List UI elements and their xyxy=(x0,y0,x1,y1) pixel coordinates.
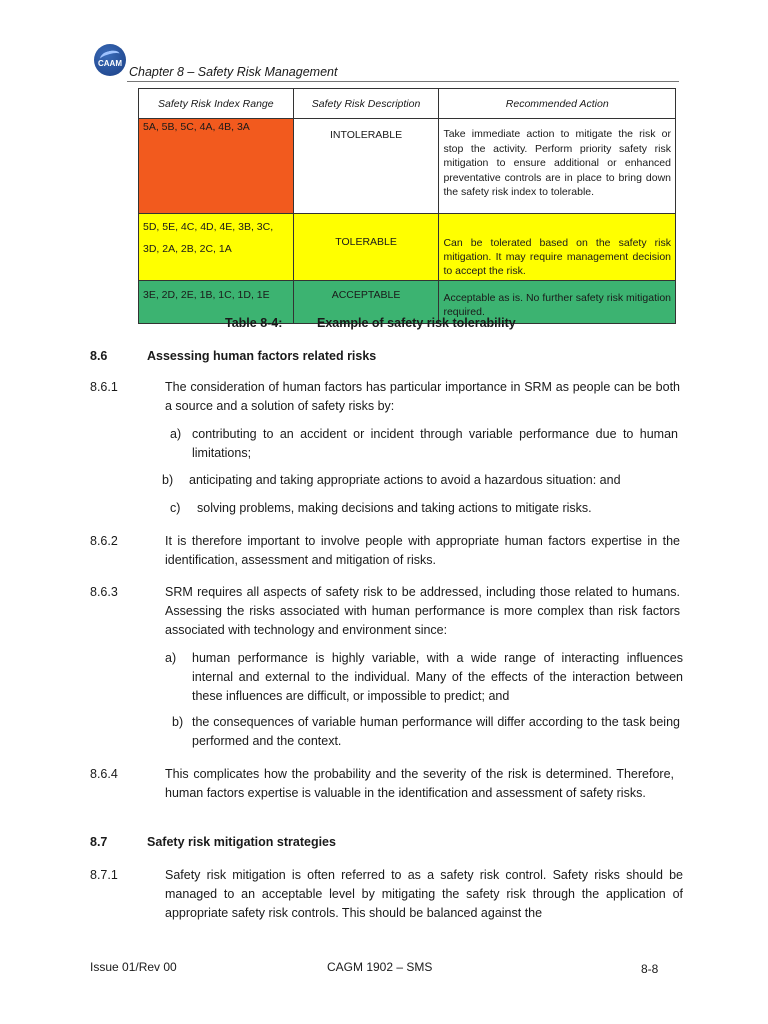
column-header: Safety Risk Description xyxy=(293,89,439,119)
paragraph-number: 8.7.1 xyxy=(90,868,118,882)
column-header: Recommended Action xyxy=(439,89,676,119)
list-item: anticipating and taking appropriate actions to avoid a hazardous situation: and xyxy=(189,473,621,487)
list-label: a) xyxy=(170,427,182,441)
list-item xyxy=(192,713,680,751)
list-label: c) xyxy=(170,501,181,515)
section-number: 8.7 xyxy=(90,835,108,849)
footer-issue: Issue 01/Rev 00 xyxy=(90,960,177,974)
footer-document: CAGM 1902 – SMS xyxy=(327,960,433,974)
risk-range-cell: 5A, 5B, 5C, 4A, 4B, 3A xyxy=(139,119,294,214)
section-title: Safety risk mitigation strategies xyxy=(147,835,336,849)
paragraph: The consideration of human factors has particular importance in SRM as people can be both a source and a solution of safety risks by: xyxy=(165,380,680,413)
paragraph-number: 8.6.3 xyxy=(90,585,118,599)
list-item: human performance is highly variable, with a wide range of interacting influences internal and external to the individual. Many of the effects of the interaction between these influences are difficult, or impossible to predict; and xyxy=(192,651,683,703)
list-item-text: the consequences of variable human performance will differ according to the task being performed and the context. xyxy=(192,715,680,748)
section-number: 8.6 xyxy=(90,349,108,363)
paragraph: Safety risk mitigation is often referred to as a safety risk control. Safety risks should be managed to an acceptable level by mitigating the safety risk through the application of appropriate safety risk controls. This should be balanced against the xyxy=(165,868,683,920)
header-divider xyxy=(127,81,679,82)
risk-action: Take immediate action to mitigate the risk or stop the activity. Perform priority safety risk mitigation to ensure additional or enhanced preventative controls are in place to bring down the safety risk index to tolerable. xyxy=(443,128,671,198)
table-header-row xyxy=(139,89,676,119)
risk-description-cell xyxy=(293,214,439,281)
risk-description: INTOLERABLE xyxy=(329,129,403,141)
list-label: a) xyxy=(165,651,177,665)
risk-description: ACCEPTABLE xyxy=(331,289,401,301)
risk-tolerability-table xyxy=(138,88,676,324)
logo-text: CAAM xyxy=(98,59,122,68)
column-header: Safety Risk Index Range xyxy=(139,89,294,119)
risk-range: 3E, 2D, 2E, 1B, 1C, 1D, 1E xyxy=(143,289,270,301)
risk-range-cell: 5D, 5E, 4C, 4D, 4E, 3B, 3C, 3D, 2A, 2B, 2C, 1A xyxy=(139,214,294,281)
paragraph-number: 8.6.4 xyxy=(90,767,118,781)
list-label: b) xyxy=(172,715,184,729)
table-row xyxy=(139,119,676,214)
list-item: solving problems, making decisions and taking actions to mitigate risks. xyxy=(197,501,592,515)
paragraph: SRM requires all aspects of safety risk to be addressed, including those related to humans. Assessing the risks associated with human performance is more complex than risk factors associated with technology and environment since: xyxy=(165,585,680,637)
list-item: contributing to an accident or incident through variable performance due to human limitations; xyxy=(192,427,678,460)
risk-action-cell xyxy=(439,119,676,214)
risk-description-cell xyxy=(293,119,439,214)
paragraph-number: 8.6.2 xyxy=(90,534,118,548)
footer-page-number: 8-8 xyxy=(641,962,659,976)
risk-action-cell xyxy=(439,214,676,281)
paragraph: This complicates how the probability and the severity of the risk is determined. Therefore, human factors expertise is valuable in the identification and assessment of safety risks. xyxy=(165,767,674,800)
list-label: b) xyxy=(162,473,174,487)
risk-description: TOLERABLE xyxy=(335,236,397,248)
paragraph: It is therefore important to involve people with appropriate human factors expertise in the identification, assessment and mitigation of risks. xyxy=(165,534,680,567)
caption-number: Table 8-4: xyxy=(225,316,283,330)
caam-logo xyxy=(94,44,126,76)
table-caption xyxy=(225,316,516,330)
table-row xyxy=(139,214,676,281)
chapter-title: Chapter 8 – Safety Risk Management xyxy=(129,65,338,79)
caption-text: Example of safety risk tolerability xyxy=(317,316,516,330)
section-title: Assessing human factors related risks xyxy=(147,349,377,363)
risk-action: Acceptable as is. No further safety risk mitigation required. xyxy=(443,292,671,318)
paragraph-number: 8.6.1 xyxy=(90,380,118,394)
risk-action: Can be tolerated based on the safety risk mitigation. It may require management decision to accept the risk. xyxy=(443,237,671,277)
